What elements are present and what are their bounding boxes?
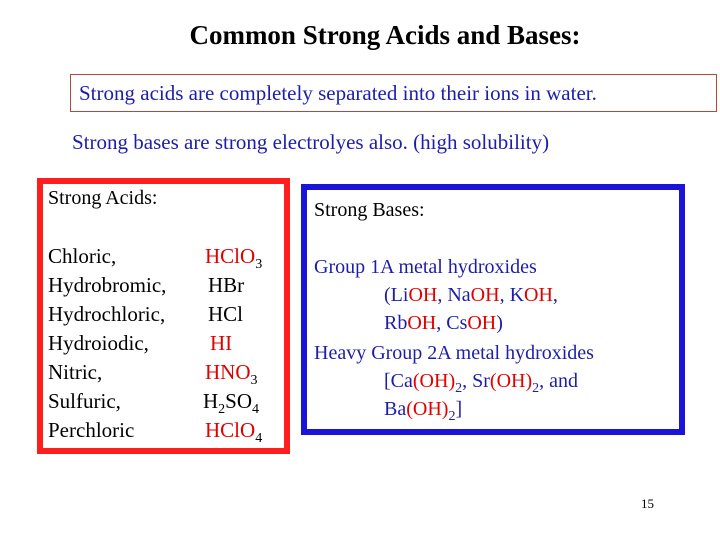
acid-row (48, 331, 288, 357)
acid-row (48, 389, 288, 415)
acid-row (48, 244, 288, 270)
acid-formula: $H_2SO_4$ (203, 389, 260, 417)
bases-line-group2-examples-cont: $Ba(OH)_2$] (384, 398, 463, 424)
acid-name: Chloric, (48, 244, 117, 268)
acid-formula: HI (210, 331, 233, 355)
acid-name: Hydroiodic, (48, 331, 149, 355)
acid-row (48, 418, 288, 444)
acid-formula: HCl (208, 302, 244, 326)
bases-line-group1-examples: (LiOH, NaOH, KOH, (384, 284, 558, 306)
page-number: 15 (641, 496, 654, 511)
acid-row (48, 302, 288, 328)
acid-formula: HClO$_4$ (205, 418, 263, 446)
acid-name: Hydrochloric, (48, 302, 166, 326)
acid-formula: HBr (208, 273, 245, 297)
bases-line-group1: Group 1A metal hydroxides (314, 256, 537, 278)
bases-line-group1-examples-cont: RbOH, CsOH) (384, 312, 503, 334)
acid-name: Perchloric (48, 418, 135, 442)
strong-bases-heading: Strong Bases: (314, 199, 425, 221)
acid-name: Hydrobromic, (48, 273, 167, 297)
strong-acids-heading: Strong Acids: (48, 187, 158, 209)
page-title: Common Strong Acids and Bases: (189, 20, 581, 50)
bases-line-group2-examples: [$Ca(OH)_2$, $Sr(OH)_2$, and (384, 370, 579, 396)
bases-note: Strong bases are strong electrolyes also. (high solubility) (72, 130, 550, 154)
bases-line-group2: Heavy Group 2A metal hydroxides (314, 342, 594, 364)
acid-row (48, 360, 288, 386)
acid-row (48, 273, 288, 299)
acid-name: Nitric, (48, 360, 103, 384)
acid-name: Sulfuric, (48, 389, 121, 413)
acid-formula: $HNO_3$ (205, 360, 258, 388)
acid-formula: HClO$_3$ (205, 244, 263, 272)
definition-box: Strong acids are completely separated into their ions in water. (70, 74, 717, 112)
